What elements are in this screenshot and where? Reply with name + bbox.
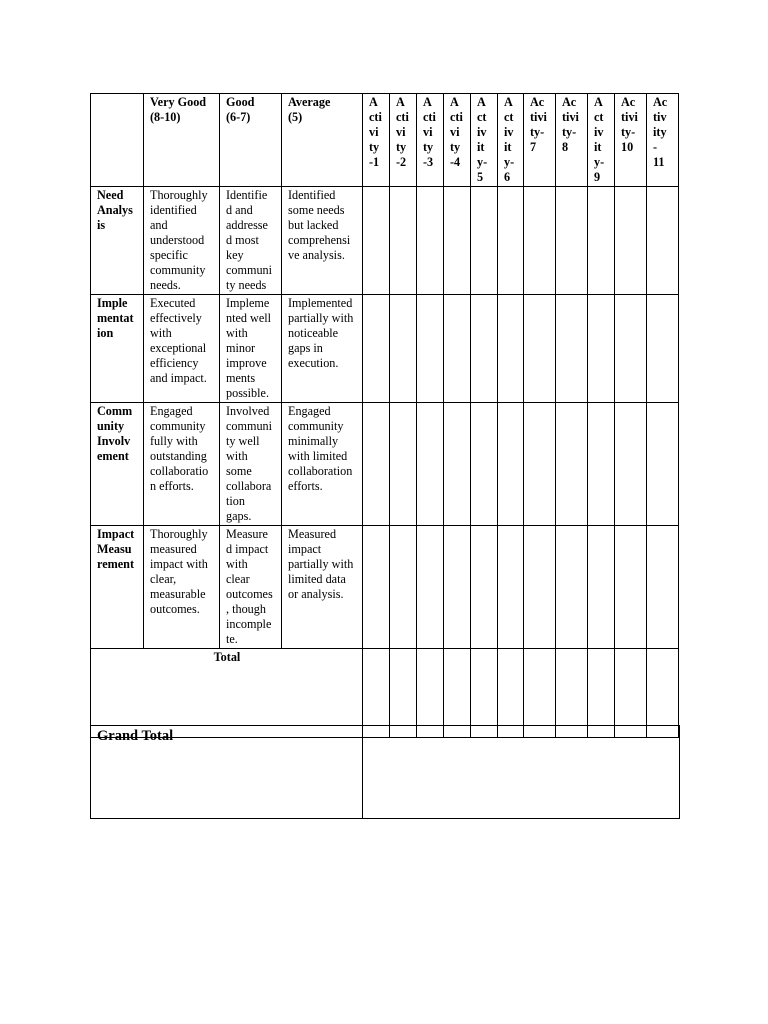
score-cell[interactable] — [444, 403, 471, 526]
score-cell[interactable] — [615, 526, 647, 649]
row-label: Imple mentat ion — [91, 295, 144, 403]
score-cell[interactable] — [444, 295, 471, 403]
score-cell[interactable] — [647, 187, 679, 295]
average-descriptor: Engaged community minimally with limited collaboration efforts. — [282, 403, 363, 526]
score-cell[interactable] — [498, 295, 524, 403]
score-cell[interactable] — [524, 526, 556, 649]
score-cell[interactable] — [390, 295, 417, 403]
score-cell[interactable] — [524, 187, 556, 295]
score-cell[interactable] — [647, 526, 679, 649]
average-descriptor: Measured impact partially with limited data or analysis. — [282, 526, 363, 649]
score-cell[interactable] — [498, 526, 524, 649]
very-good-descriptor: Thoroughly identified and understood specific community needs. — [144, 187, 220, 295]
score-cell[interactable] — [647, 403, 679, 526]
score-cell[interactable] — [390, 526, 417, 649]
header-row — [91, 94, 679, 187]
header-average: Average (5) — [282, 94, 363, 187]
header-activity-6: A ct iv it y- 6 — [498, 94, 524, 187]
score-cell[interactable] — [524, 403, 556, 526]
row-label: Impact Measu rement — [91, 526, 144, 649]
score-cell[interactable] — [556, 403, 588, 526]
score-cell[interactable] — [363, 295, 390, 403]
grand-total-row — [91, 726, 680, 819]
corner-cell — [91, 94, 144, 187]
score-cell[interactable] — [417, 526, 444, 649]
score-cell[interactable] — [417, 187, 444, 295]
score-cell[interactable] — [471, 187, 498, 295]
rubric-row-impact-measurement — [91, 526, 679, 649]
good-descriptor: Impleme nted well with minor improve ments possible. — [220, 295, 282, 403]
rubric-row-need-analysis — [91, 187, 679, 295]
score-cell[interactable] — [471, 526, 498, 649]
score-cell[interactable] — [588, 403, 615, 526]
score-cell[interactable] — [615, 187, 647, 295]
score-cell[interactable] — [471, 295, 498, 403]
score-cell[interactable] — [615, 295, 647, 403]
very-good-descriptor: Thoroughly measured impact with clear, measurable outcomes. — [144, 526, 220, 649]
good-descriptor: Involved communi ty well with some collabora tion gaps. — [220, 403, 282, 526]
header-activity-3: A cti vi ty -3 — [417, 94, 444, 187]
score-cell[interactable] — [556, 187, 588, 295]
header-activity-9: A ct iv it y- 9 — [588, 94, 615, 187]
header-good: Good (6-7) — [220, 94, 282, 187]
score-cell[interactable] — [471, 403, 498, 526]
row-label: Comm unity Involv ement — [91, 403, 144, 526]
average-descriptor: Implemented partially with noticeable gaps in execution. — [282, 295, 363, 403]
score-cell[interactable] — [390, 187, 417, 295]
header-activity-11: Ac tiv ity - 11 — [647, 94, 679, 187]
score-cell[interactable] — [498, 403, 524, 526]
row-label: Need Analys is — [91, 187, 144, 295]
rubric-table — [90, 93, 679, 738]
grand-total-table — [90, 725, 680, 819]
header-activity-8: Ac tivi ty- 8 — [556, 94, 588, 187]
very-good-descriptor: Executed effectively with exceptional efficiency and impact. — [144, 295, 220, 403]
header-activity-1: A cti vi ty -1 — [363, 94, 390, 187]
rubric-row-implementation — [91, 295, 679, 403]
score-cell[interactable] — [363, 403, 390, 526]
score-cell[interactable] — [417, 403, 444, 526]
total-label: Total — [91, 649, 363, 738]
average-descriptor: Identified some needs but lacked comprehensi ve analysis. — [282, 187, 363, 295]
score-cell[interactable] — [615, 403, 647, 526]
score-cell[interactable] — [363, 187, 390, 295]
score-cell[interactable] — [498, 187, 524, 295]
grand-total-label: Grand Total — [91, 726, 363, 819]
rubric-row-community-involvement — [91, 403, 679, 526]
score-cell[interactable] — [417, 295, 444, 403]
score-cell[interactable] — [444, 526, 471, 649]
score-cell[interactable] — [588, 526, 615, 649]
header-activity-4: A cti vi ty -4 — [444, 94, 471, 187]
score-cell[interactable] — [588, 187, 615, 295]
score-cell[interactable] — [556, 295, 588, 403]
score-cell[interactable] — [390, 403, 417, 526]
header-activity-10: Ac tivi ty- 10 — [615, 94, 647, 187]
header-very-good: Very Good (8-10) — [144, 94, 220, 187]
grand-total-value-cell[interactable] — [363, 726, 680, 819]
good-descriptor: Measure d impact with clear outcomes , though incomple te. — [220, 526, 282, 649]
header-activity-7: Ac tivi ty- 7 — [524, 94, 556, 187]
score-cell[interactable] — [556, 526, 588, 649]
header-activity-5: A ct iv it y- 5 — [471, 94, 498, 187]
score-cell[interactable] — [524, 295, 556, 403]
score-cell[interactable] — [363, 526, 390, 649]
header-activity-2: A cti vi ty -2 — [390, 94, 417, 187]
good-descriptor: Identifie d and addresse d most key communi ty needs — [220, 187, 282, 295]
score-cell[interactable] — [647, 295, 679, 403]
score-cell[interactable] — [444, 187, 471, 295]
score-cell[interactable] — [588, 295, 615, 403]
very-good-descriptor: Engaged community fully with outstanding collaboratio n efforts. — [144, 403, 220, 526]
